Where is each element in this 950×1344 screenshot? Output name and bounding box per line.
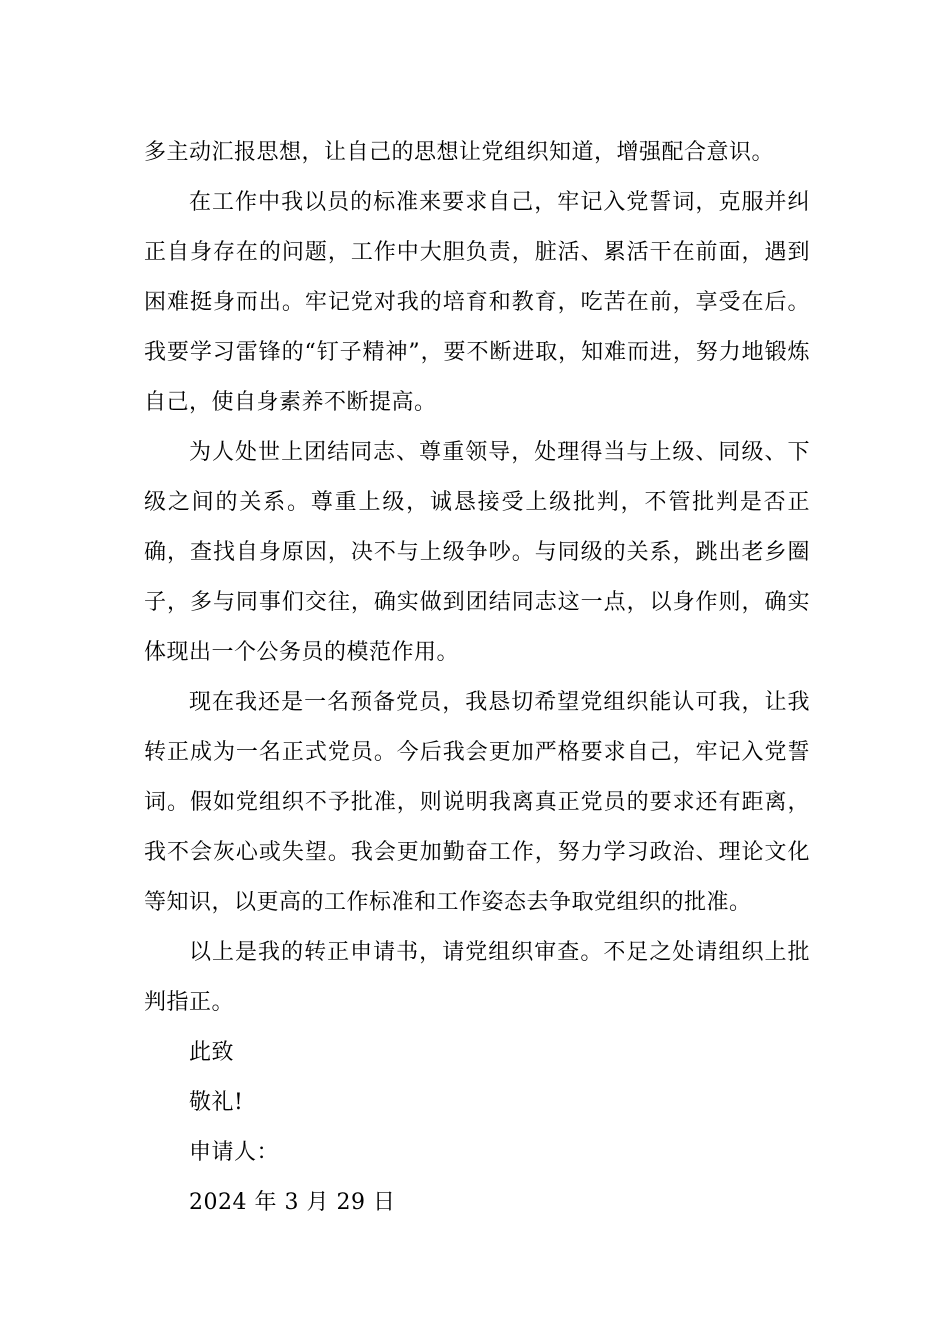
document-body	[144, 128, 810, 1228]
paragraph-continuation: 多主动汇报思想，让自己的思想让党组织知道，增强配合意识。	[144, 140, 775, 165]
closing-regards: 敬礼!	[189, 1090, 244, 1115]
paragraph-conclusion: 以上是我的转正申请书，请党组织审查。不足之处请组织上批判指正。	[144, 940, 810, 1015]
closing-salutation: 此致	[189, 1040, 235, 1065]
paragraph-probation-request: 现在我还是一名预备党员，我恳切希望党组织能认可我，让我转正成为一名正式党员。今后我会更加严格要求自己，牢记入党誓词。假如党组织不予批准，则说明我离真正党员的要求还有距离，我不会灰心或失望。我会更加勤奋工作，努力学习政治、理论文化等知识，以更高的工作标准和工作姿态去争取党组织的批准。	[144, 690, 810, 915]
paragraph-relationships: 为人处世上团结同志、尊重领导，处理得当与上级、同级、下级之间的关系。尊重上级，诚恳接受上级批判，不管批判是否正确，查找自身原因，决不与上级争吵。与同级的关系，跳出老乡圈子，多与同事们交往，确实做到团结同志这一点，以身作则，确实体现出一个公务员的模范作用。	[144, 440, 810, 665]
document-date: 2024 年 3 月 29 日	[189, 1190, 396, 1215]
paragraph-work-attitude: 在工作中我以员的标准来要求自己，牢记入党誓词，克服并纠正自身存在的问题，工作中大胆负责，脏活、累活干在前面，遇到困难挺身而出。牢记党对我的培育和教育，吃苦在前，享受在后。我要学习雷锋的“钉子精神”，要不断进取，知难而进，努力地锻炼自己，使自身素养不断提高。	[144, 190, 810, 415]
applicant-label: 申请人：	[189, 1140, 280, 1165]
